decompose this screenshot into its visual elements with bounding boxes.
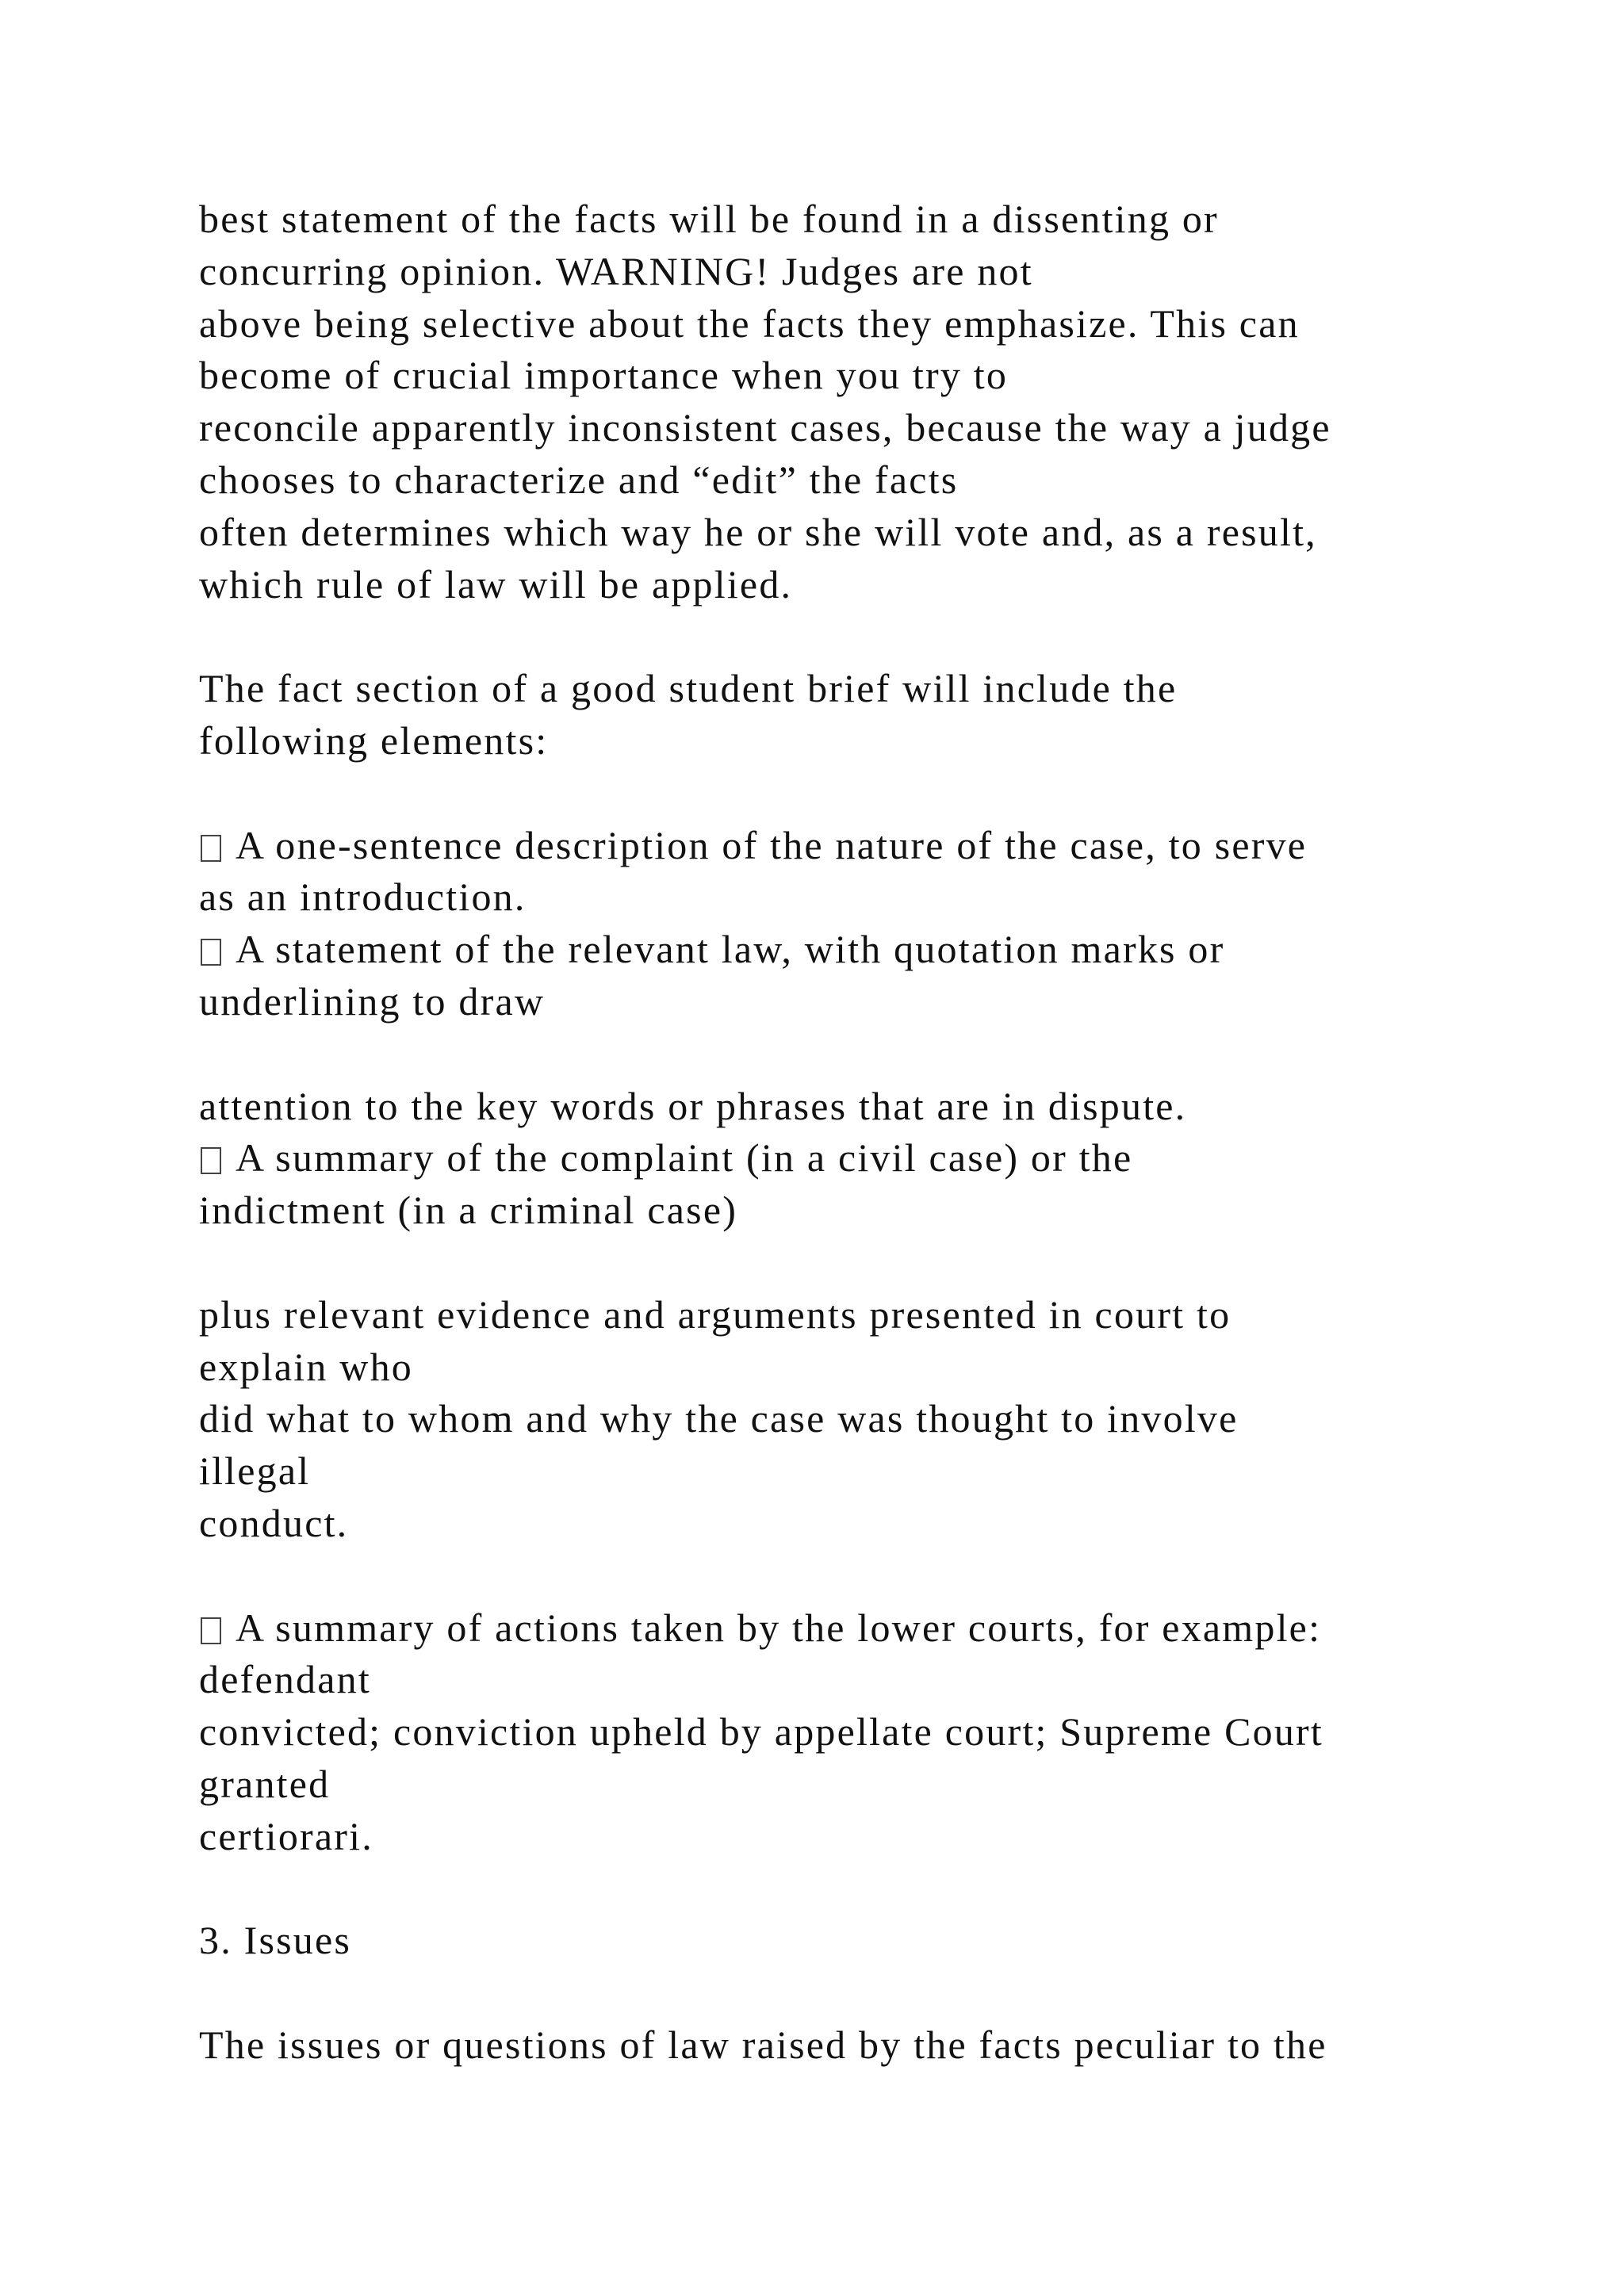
text-line: conduct. — [199, 1500, 349, 1545]
text-line: often determines which way he or she will vote and, as a result, — [199, 509, 1317, 554]
bullet-line — [199, 1132, 1500, 1184]
text-line: concurring opinion. WARNING! Judges are not — [199, 248, 1033, 293]
bullet-line — [199, 1602, 1500, 1655]
text-line: did what to whom and why the case was thought to involve — [199, 1396, 1239, 1441]
document-body — [199, 193, 1500, 2072]
text-line: certiorari. — [199, 1813, 373, 1858]
bullet-line — [199, 924, 1500, 976]
bullet-text: A statement of the relevant law, with quotation marks or — [236, 927, 1225, 972]
text-line: indictment (in a criminal case) — [199, 1188, 738, 1233]
bullet-text: A one-sentence description of the nature of the case, to serve — [236, 822, 1308, 867]
paragraph-gap — [199, 1237, 1500, 1289]
text-line: as an introduction. — [199, 874, 527, 920]
bullet-line — [199, 820, 1500, 872]
text-line: defendant — [199, 1657, 371, 1702]
paragraph-gap — [199, 1967, 1500, 2019]
paragraph-gap — [199, 610, 1500, 663]
text-line: best statement of the facts will be found in a dissenting or — [199, 197, 1219, 241]
missing-glyph-box-icon — [201, 1617, 221, 1644]
paragraph-gap — [199, 1550, 1500, 1602]
text-line: The issues or questions of law raised by the facts peculiar to the — [199, 2022, 1327, 2067]
text-line: attention to the key words or phrases that are in dispute. — [199, 1083, 1187, 1128]
text-line: convicted; conviction upheld by appellate court; Supreme Court — [199, 1709, 1323, 1755]
text-line: illegal — [199, 1448, 311, 1494]
text-line: chooses to characterize and “edit” the facts — [199, 457, 959, 502]
missing-glyph-box-icon — [201, 1147, 221, 1174]
paragraph-gap — [199, 1863, 1500, 1915]
text-line: above being selective about the facts they emphasize. This can — [199, 300, 1300, 346]
text-line: reconcile apparently inconsistent cases, because the way a judge — [199, 405, 1331, 450]
section-heading: 3. Issues — [199, 1918, 352, 1963]
bullet-text: A summary of the complaint (in a civil case) or the — [236, 1135, 1133, 1181]
paragraph-gap — [199, 1028, 1500, 1081]
text-line: become of crucial importance when you try to — [199, 353, 1009, 398]
paragraph-gap — [199, 767, 1500, 820]
missing-glyph-box-icon — [201, 835, 221, 862]
text-line: underlining to draw — [199, 978, 546, 1024]
text-line: explain who — [199, 1344, 413, 1389]
text-line: plus relevant evidence and arguments presented in court to — [199, 1292, 1231, 1337]
text-line: granted — [199, 1761, 331, 1806]
missing-glyph-box-icon — [201, 939, 221, 966]
bullet-text: A summary of actions taken by the lower courts, for example: — [236, 1605, 1322, 1650]
text-line: The fact section of a good student brief will include the — [199, 666, 1178, 711]
text-line: which rule of law will be applied. — [199, 561, 793, 607]
text-line: following elements: — [199, 718, 549, 763]
